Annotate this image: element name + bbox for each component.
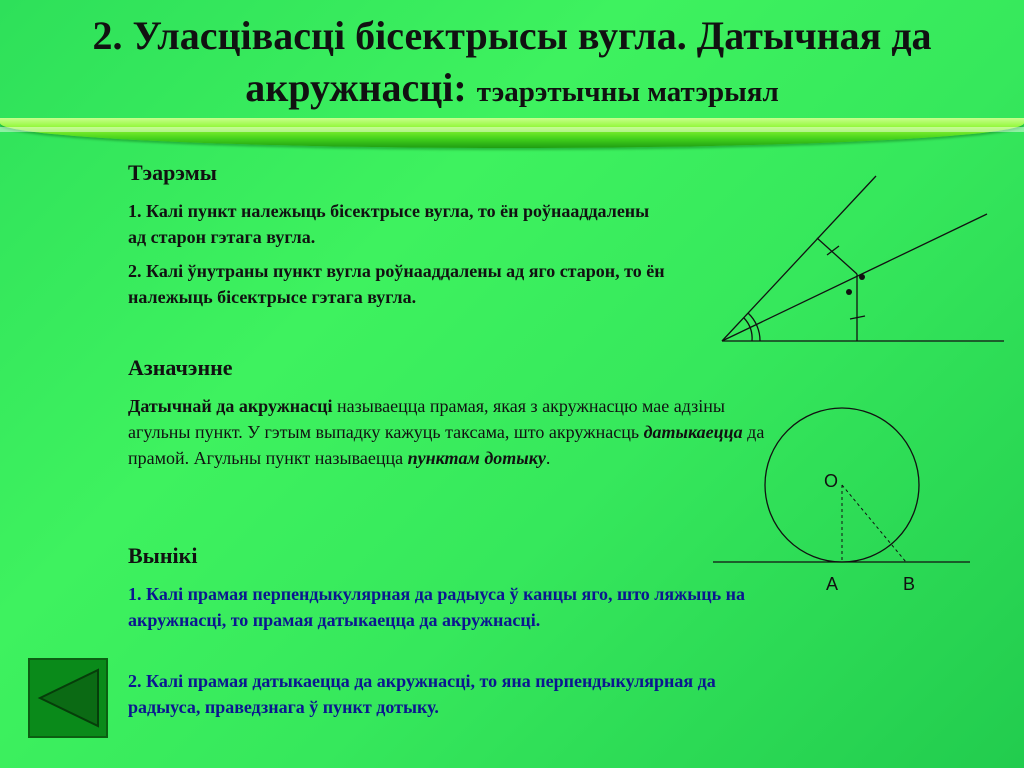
- segment-ob: [842, 485, 906, 562]
- theorems-heading: Тэарэмы: [128, 160, 217, 185]
- tick-mark-bottom: [850, 316, 865, 319]
- definition-heading: Азначэнне: [128, 355, 233, 380]
- label-o: O: [824, 471, 839, 491]
- circle: [765, 408, 919, 562]
- conclusions-heading: Вынікі: [128, 543, 198, 568]
- definition-part-2: да прамой. Агульны пункт называецца: [128, 422, 765, 468]
- title-subtitle: тэарэтычны матэрыял: [476, 76, 779, 108]
- angle-arc-2: [748, 313, 760, 341]
- decorative-band: [0, 118, 1024, 148]
- definition-part-3: .: [545, 448, 551, 468]
- definition-part-1: называецца прамая, якая з акружнасцю мае адзіны агульны пункт. У гэтым выпадку кажуць таксама, што акружнасць: [128, 396, 725, 442]
- angle-bisector-figure: [722, 176, 1004, 341]
- back-button[interactable]: [28, 658, 108, 738]
- tick-mark-top: [827, 246, 839, 255]
- definition-term: Датычнай да акружнасці: [128, 396, 333, 416]
- definition-em-2: пунктам дотыку: [407, 448, 546, 468]
- title-line-2: [0, 62, 1024, 118]
- label-b: B: [903, 574, 916, 594]
- theorem-1: 1. Калі пункт належыць бісектрысе вугла, то ён роўнааддалены ад старон гэтага вугла.: [128, 201, 650, 247]
- title-line-1: 2. Уласцівасці бісектрысы вугла. Датычная да: [92, 13, 932, 58]
- perpendicular-to-top: [817, 238, 857, 274]
- triangle-left-icon: [30, 660, 106, 736]
- label-a: A: [826, 574, 839, 594]
- conclusion-1: 1. Калі прамая перпендыкулярная да радыуса ў канцы яго, што ляжыць на акружнасці, то прамая датыкаецца да акружнасці.: [128, 584, 746, 630]
- conclusion-2: 2. Калі прамая датыкаецца да акружнасці, то яна перпендыкулярная да радыуса, праведзнага ў пункт дотыку.: [128, 671, 716, 717]
- theorem-2: 2. Калі ўнутраны пункт вугла роўнааддалены ад яго старон, то ён належыць бісектрысе гэтага вугла.: [128, 261, 665, 307]
- angle-arc: [744, 318, 752, 341]
- definition-text: [128, 393, 773, 471]
- angle-bisector-line: [722, 214, 987, 341]
- title-main: акружнасці:: [245, 65, 467, 110]
- definition-em-1: датыкаецца: [643, 422, 743, 442]
- slide-title: [0, 10, 1024, 118]
- point-marker-2: [846, 289, 852, 295]
- point-marker: [859, 274, 865, 280]
